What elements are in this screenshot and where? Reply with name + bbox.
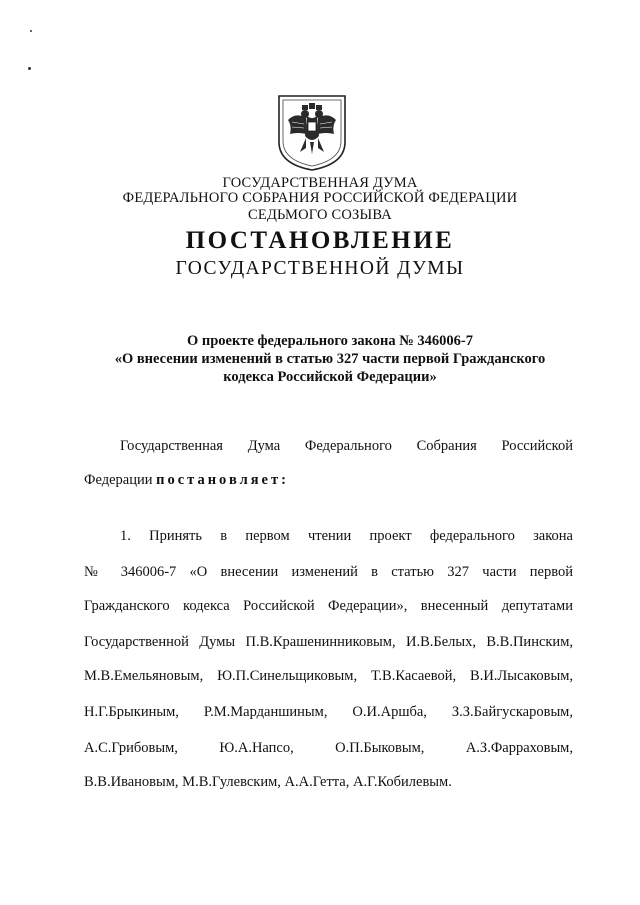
org-line-2: ФЕДЕРАЛЬНОГО СОБРАНИЯ РОССИЙСКОЙ ФЕДЕРАЦИИ bbox=[122, 190, 518, 206]
paragraph-line: Н.Г.Брыкиным, Р.М.Марданшиным, О.И.Аршба, З.З.Байгускаровым, bbox=[84, 704, 573, 720]
preamble-line-1: Государственная Дума Федерального Собрания Российской bbox=[120, 438, 573, 454]
subject-line-1: О проекте федерального закона № 346006-7 bbox=[186, 333, 474, 349]
paragraph-line: А.С.Грибовым, Ю.А.Напсо, О.П.Быковым, А.З.Фарраховым, bbox=[84, 740, 573, 756]
paragraph-line: № 346006-7 «О внесении изменений в статью 327 части первой bbox=[84, 564, 573, 580]
paragraph-line: Государственной Думы П.В.Крашенинниковым, И.В.Белых, В.В.Пинским, bbox=[84, 634, 573, 650]
resolves-word: постановляет: bbox=[156, 472, 289, 488]
coat-of-arms-icon bbox=[276, 94, 348, 172]
subject-line-3: кодекса Российской Федерации» bbox=[223, 369, 437, 385]
subject-line-2: «О внесении изменений в статью 327 части первой Гражданского bbox=[114, 351, 546, 367]
paragraph-line: В.В.Ивановым, М.В.Гулевским, А.А.Гетта, А.Г.Кобилевым. bbox=[84, 774, 452, 790]
org-line-3: СЕДЬМОГО СОЗЫВА bbox=[248, 207, 392, 223]
scan-speck bbox=[28, 67, 31, 70]
preamble-text: Федерации bbox=[84, 472, 157, 488]
paragraph-line: Гражданского кодекса Российской Федерации», внесенный депутатами bbox=[84, 598, 573, 614]
paragraph-line: 1. Принять в первом чтении проект федерального закона bbox=[120, 528, 573, 544]
preamble-line-2 bbox=[84, 471, 573, 489]
document-type-subtitle: ГОСУДАРСТВЕННОЙ ДУМЫ bbox=[175, 258, 465, 279]
document-type-title: ПОСТАНОВЛЕНИЕ bbox=[185, 227, 455, 254]
scan-speck bbox=[30, 30, 32, 32]
org-line-1: ГОСУДАРСТВЕННАЯ ДУМА bbox=[222, 175, 418, 191]
paragraph-line: М.В.Емельяновым, Ю.П.Синельщиковым, Т.В.Касаевой, В.И.Лысаковым, bbox=[84, 668, 573, 684]
